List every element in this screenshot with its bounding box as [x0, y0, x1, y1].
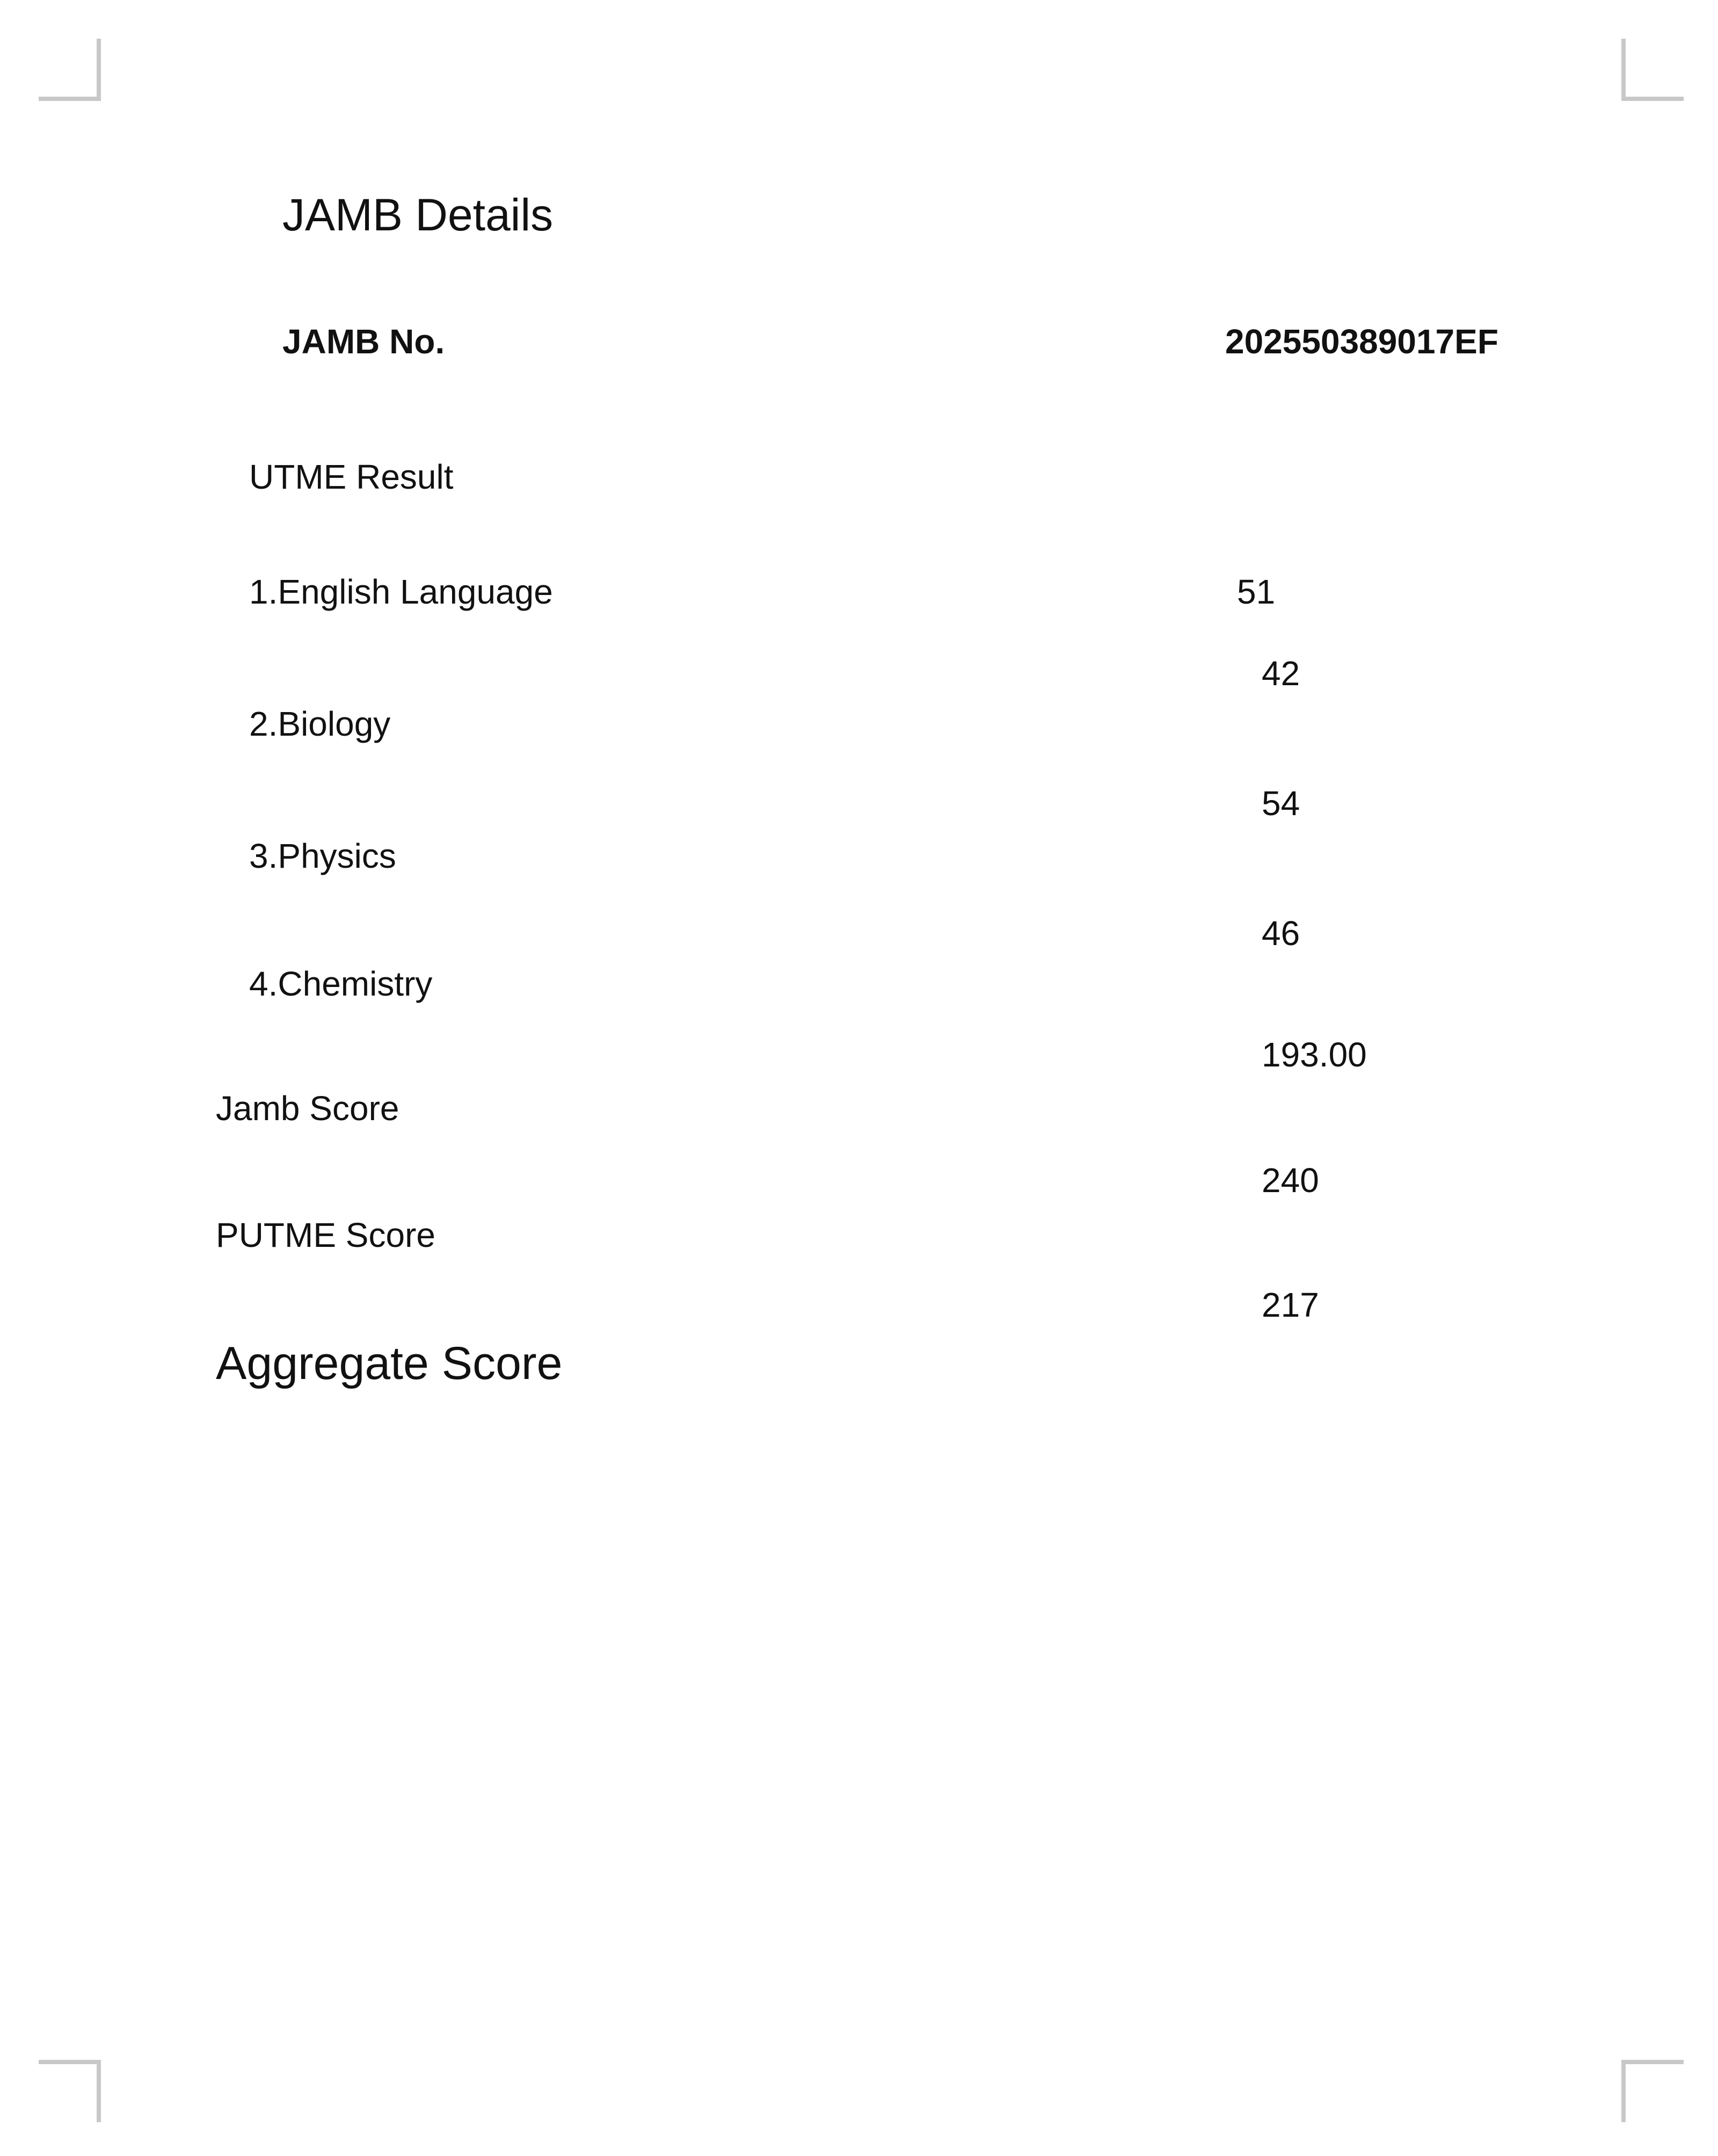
subject-english-label: 1.English Language [249, 572, 553, 611]
crop-mark-bottom-right [1621, 2060, 1684, 2122]
subject-biology-label: 2.Biology [249, 705, 391, 743]
putme-score-value: 240 [1262, 1161, 1319, 1200]
subject-chemistry-score: 46 [1262, 914, 1300, 953]
jamb-score-value: 193.00 [1262, 1035, 1367, 1074]
aggregate-score-label: Aggregate Score [216, 1338, 563, 1389]
jamb-score-label: Jamb Score [216, 1089, 399, 1128]
putme-score-label: PUTME Score [216, 1216, 435, 1254]
aggregate-score-value: 217 [1262, 1286, 1319, 1324]
page-title: JAMB Details [282, 190, 554, 240]
jamb-no-value: 202550389017EF [1225, 322, 1498, 361]
crop-mark-bottom-left [39, 2060, 101, 2122]
subject-english-score: 51 [1237, 572, 1276, 611]
crop-mark-top-left [39, 39, 101, 101]
jamb-no-label: JAMB No. [282, 322, 445, 361]
subject-physics-score: 54 [1262, 784, 1300, 823]
subject-chemistry-label: 4.Chemistry [249, 964, 433, 1003]
subject-physics-label: 3.Physics [249, 837, 396, 875]
crop-mark-top-right [1621, 39, 1684, 101]
subject-biology-score: 42 [1262, 654, 1300, 693]
utme-result-heading: UTME Result [249, 458, 454, 496]
